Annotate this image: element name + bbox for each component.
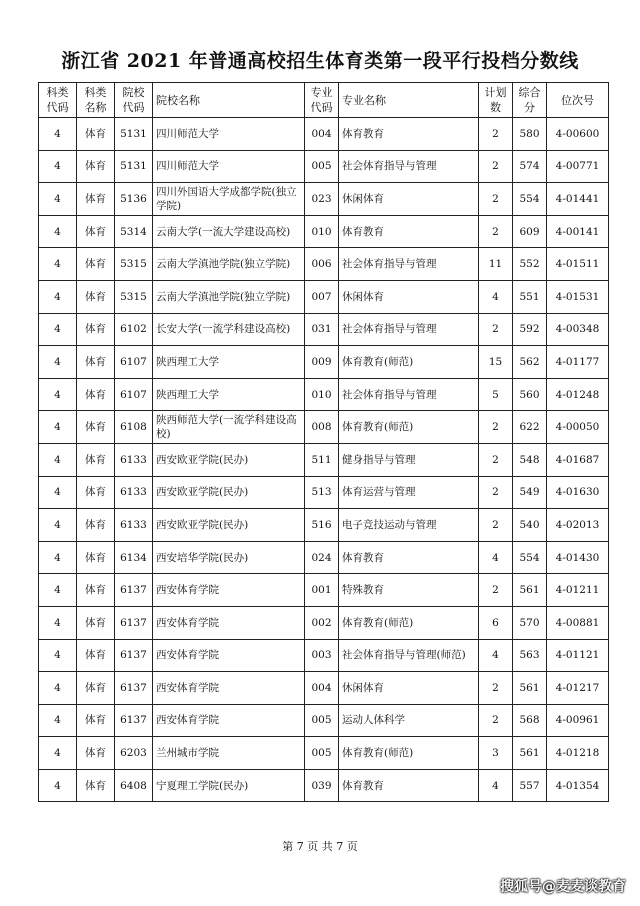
cell-school-name: 四川师范大学 xyxy=(153,118,305,151)
cell-school-code: 6137 xyxy=(115,574,153,607)
table-row xyxy=(39,118,609,151)
cell-rank: 4-02013 xyxy=(547,509,609,542)
cell-kl-name: 体育 xyxy=(77,704,115,737)
cell-kl-name: 体育 xyxy=(77,378,115,411)
table-row xyxy=(39,509,609,542)
cell-school-name: 西安欧亚学院(民办) xyxy=(153,443,305,476)
cell-score: 557 xyxy=(513,769,547,802)
cell-plan: 2 xyxy=(479,509,513,542)
cell-kl-name: 体育 xyxy=(77,150,115,183)
cell-school-name: 西安欧亚学院(民办) xyxy=(153,509,305,542)
header-major-code: 专业代码 xyxy=(305,83,339,118)
cell-school-code: 6107 xyxy=(115,346,153,379)
cell-school-code: 5136 xyxy=(115,183,153,216)
cell-major-code: 008 xyxy=(305,411,339,444)
table-row xyxy=(39,150,609,183)
cell-rank: 4-01511 xyxy=(547,248,609,281)
table-row xyxy=(39,215,609,248)
table-body xyxy=(39,118,609,802)
cell-rank: 4-01687 xyxy=(547,443,609,476)
cell-rank: 4-00348 xyxy=(547,313,609,346)
cell-kl-code: 4 xyxy=(39,639,77,672)
header-kl-code: 科类代码 xyxy=(39,83,77,118)
cell-school-code: 6134 xyxy=(115,541,153,574)
cell-plan: 2 xyxy=(479,150,513,183)
cell-major-code: 039 xyxy=(305,769,339,802)
cell-kl-code: 4 xyxy=(39,574,77,607)
cell-score: 561 xyxy=(513,737,547,770)
cell-kl-code: 4 xyxy=(39,476,77,509)
cell-kl-code: 4 xyxy=(39,509,77,542)
cell-rank: 4-01441 xyxy=(547,183,609,216)
cell-major-name: 社会体育指导与管理 xyxy=(339,248,479,281)
cell-major-code: 004 xyxy=(305,118,339,151)
cell-rank: 4-01531 xyxy=(547,280,609,313)
cell-plan: 2 xyxy=(479,704,513,737)
cell-score: 580 xyxy=(513,118,547,151)
cell-rank: 4-01430 xyxy=(547,541,609,574)
cell-score: 574 xyxy=(513,150,547,183)
cell-major-name: 休闲体育 xyxy=(339,183,479,216)
header-rank: 位次号 xyxy=(547,83,609,118)
cell-major-code: 513 xyxy=(305,476,339,509)
score-table xyxy=(38,82,609,802)
cell-major-name: 体育教育 xyxy=(339,118,479,151)
cell-score: 548 xyxy=(513,443,547,476)
cell-major-code: 001 xyxy=(305,574,339,607)
cell-school-name: 宁夏理工学院(民办) xyxy=(153,769,305,802)
cell-rank: 4-00881 xyxy=(547,606,609,639)
cell-score: 562 xyxy=(513,346,547,379)
cell-kl-name: 体育 xyxy=(77,509,115,542)
cell-kl-code: 4 xyxy=(39,313,77,346)
cell-kl-name: 体育 xyxy=(77,443,115,476)
cell-score: 540 xyxy=(513,509,547,542)
table-row xyxy=(39,183,609,216)
cell-kl-code: 4 xyxy=(39,541,77,574)
cell-kl-code: 4 xyxy=(39,672,77,705)
cell-major-code: 005 xyxy=(305,704,339,737)
cell-major-code: 031 xyxy=(305,313,339,346)
cell-school-name: 云南大学滇池学院(独立学院) xyxy=(153,280,305,313)
cell-plan: 5 xyxy=(479,378,513,411)
cell-major-name: 休闲体育 xyxy=(339,672,479,705)
cell-plan: 6 xyxy=(479,606,513,639)
cell-school-code: 5315 xyxy=(115,248,153,281)
header-school-code: 院校代码 xyxy=(115,83,153,118)
cell-kl-code: 4 xyxy=(39,737,77,770)
cell-plan: 3 xyxy=(479,737,513,770)
cell-score: 568 xyxy=(513,704,547,737)
table-row xyxy=(39,737,609,770)
cell-school-code: 6102 xyxy=(115,313,153,346)
cell-score: 554 xyxy=(513,183,547,216)
cell-rank: 4-01218 xyxy=(547,737,609,770)
cell-rank: 4-00961 xyxy=(547,704,609,737)
cell-kl-name: 体育 xyxy=(77,606,115,639)
cell-major-name: 电子竞技运动与管理 xyxy=(339,509,479,542)
table-row xyxy=(39,769,609,802)
cell-kl-code: 4 xyxy=(39,443,77,476)
cell-school-name: 西安欧亚学院(民办) xyxy=(153,476,305,509)
cell-kl-name: 体育 xyxy=(77,280,115,313)
cell-school-code: 6137 xyxy=(115,639,153,672)
cell-rank: 4-01121 xyxy=(547,639,609,672)
cell-kl-code: 4 xyxy=(39,769,77,802)
cell-major-name: 体育运营与管理 xyxy=(339,476,479,509)
table-row xyxy=(39,280,609,313)
cell-plan: 4 xyxy=(479,280,513,313)
header-plan: 计划数 xyxy=(479,83,513,118)
cell-school-name: 四川外国语大学成都学院(独立学院) xyxy=(153,183,305,216)
cell-school-name: 西安体育学院 xyxy=(153,639,305,672)
cell-major-name: 体育教育(师范) xyxy=(339,346,479,379)
cell-kl-code: 4 xyxy=(39,704,77,737)
cell-major-code: 007 xyxy=(305,280,339,313)
cell-plan: 2 xyxy=(479,443,513,476)
cell-kl-name: 体育 xyxy=(77,639,115,672)
cell-school-name: 西安培华学院(民办) xyxy=(153,541,305,574)
cell-school-code: 5131 xyxy=(115,118,153,151)
cell-kl-name: 体育 xyxy=(77,313,115,346)
cell-school-code: 5315 xyxy=(115,280,153,313)
cell-rank: 4-00600 xyxy=(547,118,609,151)
cell-rank: 4-00771 xyxy=(547,150,609,183)
table-row xyxy=(39,443,609,476)
cell-kl-name: 体育 xyxy=(77,737,115,770)
table-row xyxy=(39,313,609,346)
cell-school-name: 长安大学(一流学科建设高校) xyxy=(153,313,305,346)
cell-score: 552 xyxy=(513,248,547,281)
cell-major-code: 024 xyxy=(305,541,339,574)
cell-major-name: 社会体育指导与管理 xyxy=(339,150,479,183)
cell-kl-name: 体育 xyxy=(77,215,115,248)
cell-major-name: 休闲体育 xyxy=(339,280,479,313)
cell-major-name: 体育教育(师范) xyxy=(339,411,479,444)
cell-major-name: 社会体育指导与管理 xyxy=(339,378,479,411)
cell-kl-code: 4 xyxy=(39,248,77,281)
cell-school-code: 5314 xyxy=(115,215,153,248)
cell-kl-code: 4 xyxy=(39,606,77,639)
cell-kl-name: 体育 xyxy=(77,672,115,705)
cell-school-code: 6133 xyxy=(115,476,153,509)
cell-major-code: 004 xyxy=(305,672,339,705)
cell-kl-name: 体育 xyxy=(77,541,115,574)
cell-kl-name: 体育 xyxy=(77,574,115,607)
cell-school-name: 云南大学滇池学院(独立学院) xyxy=(153,248,305,281)
cell-kl-name: 体育 xyxy=(77,411,115,444)
cell-school-name: 陕西师范大学(一流学科建设高校) xyxy=(153,411,305,444)
table-row xyxy=(39,606,609,639)
cell-kl-name: 体育 xyxy=(77,248,115,281)
table-row xyxy=(39,411,609,444)
cell-kl-name: 体育 xyxy=(77,118,115,151)
table-row xyxy=(39,378,609,411)
cell-school-code: 6133 xyxy=(115,509,153,542)
cell-school-code: 6107 xyxy=(115,378,153,411)
cell-school-code: 6408 xyxy=(115,769,153,802)
cell-major-name: 体育教育(师范) xyxy=(339,606,479,639)
cell-rank: 4-00050 xyxy=(547,411,609,444)
cell-school-name: 陕西理工大学 xyxy=(153,378,305,411)
cell-plan: 4 xyxy=(479,541,513,574)
cell-major-code: 010 xyxy=(305,215,339,248)
cell-score: 554 xyxy=(513,541,547,574)
cell-major-name: 社会体育指导与管理 xyxy=(339,313,479,346)
watermark: 搜狐号@麦麦谈教育 xyxy=(500,879,626,895)
cell-score: 561 xyxy=(513,672,547,705)
cell-score: 570 xyxy=(513,606,547,639)
cell-kl-code: 4 xyxy=(39,150,77,183)
cell-rank: 4-01211 xyxy=(547,574,609,607)
cell-rank: 4-01354 xyxy=(547,769,609,802)
table-row xyxy=(39,541,609,574)
cell-plan: 2 xyxy=(479,476,513,509)
cell-kl-code: 4 xyxy=(39,183,77,216)
cell-major-code: 009 xyxy=(305,346,339,379)
cell-kl-name: 体育 xyxy=(77,476,115,509)
cell-plan: 4 xyxy=(479,639,513,672)
cell-school-code: 6137 xyxy=(115,672,153,705)
cell-score: 551 xyxy=(513,280,547,313)
cell-major-name: 社会体育指导与管理(师范) xyxy=(339,639,479,672)
cell-major-name: 特殊教育 xyxy=(339,574,479,607)
header-kl-name: 科类名称 xyxy=(77,83,115,118)
table-row xyxy=(39,639,609,672)
header-major-name: 专业名称 xyxy=(339,83,479,118)
cell-school-name: 兰州城市学院 xyxy=(153,737,305,770)
cell-school-name: 四川师范大学 xyxy=(153,150,305,183)
header-school-name: 院校名称 xyxy=(153,83,305,118)
cell-rank: 4-01177 xyxy=(547,346,609,379)
cell-school-name: 西安体育学院 xyxy=(153,704,305,737)
cell-kl-code: 4 xyxy=(39,378,77,411)
cell-kl-name: 体育 xyxy=(77,183,115,216)
cell-score: 561 xyxy=(513,574,547,607)
cell-major-code: 002 xyxy=(305,606,339,639)
table-row xyxy=(39,346,609,379)
cell-major-name: 运动人体科学 xyxy=(339,704,479,737)
cell-kl-name: 体育 xyxy=(77,769,115,802)
cell-school-code: 6137 xyxy=(115,606,153,639)
cell-kl-code: 4 xyxy=(39,215,77,248)
cell-score: 549 xyxy=(513,476,547,509)
cell-rank: 4-01248 xyxy=(547,378,609,411)
cell-rank: 4-01630 xyxy=(547,476,609,509)
page-title: 浙江省 2021 年普通高校招生体育类第一段平行投档分数线 xyxy=(61,50,579,72)
cell-plan: 2 xyxy=(479,672,513,705)
cell-kl-code: 4 xyxy=(39,411,77,444)
cell-major-code: 516 xyxy=(305,509,339,542)
cell-plan: 2 xyxy=(479,313,513,346)
cell-major-name: 体育教育 xyxy=(339,541,479,574)
score-table-container xyxy=(38,82,608,802)
cell-plan: 2 xyxy=(479,215,513,248)
cell-major-code: 006 xyxy=(305,248,339,281)
cell-score: 622 xyxy=(513,411,547,444)
cell-major-name: 体育教育 xyxy=(339,215,479,248)
cell-major-code: 010 xyxy=(305,378,339,411)
cell-kl-code: 4 xyxy=(39,280,77,313)
cell-school-name: 云南大学(一流大学建设高校) xyxy=(153,215,305,248)
page-footer: 第 7 页 共 7 页 xyxy=(282,840,358,853)
cell-major-code: 005 xyxy=(305,737,339,770)
cell-plan: 2 xyxy=(479,118,513,151)
table-row xyxy=(39,574,609,607)
cell-kl-name: 体育 xyxy=(77,346,115,379)
cell-plan: 4 xyxy=(479,769,513,802)
cell-school-name: 西安体育学院 xyxy=(153,574,305,607)
cell-plan: 11 xyxy=(479,248,513,281)
cell-plan: 2 xyxy=(479,411,513,444)
cell-school-code: 5131 xyxy=(115,150,153,183)
cell-school-code: 6203 xyxy=(115,737,153,770)
cell-rank: 4-00141 xyxy=(547,215,609,248)
cell-school-code: 6137 xyxy=(115,704,153,737)
cell-score: 592 xyxy=(513,313,547,346)
cell-score: 563 xyxy=(513,639,547,672)
cell-rank: 4-01217 xyxy=(547,672,609,705)
table-header-row xyxy=(39,83,609,118)
cell-major-name: 体育教育(师范) xyxy=(339,737,479,770)
cell-plan: 2 xyxy=(479,574,513,607)
cell-major-code: 023 xyxy=(305,183,339,216)
cell-score: 609 xyxy=(513,215,547,248)
table-row xyxy=(39,704,609,737)
cell-major-code: 003 xyxy=(305,639,339,672)
cell-school-name: 陕西理工大学 xyxy=(153,346,305,379)
table-row xyxy=(39,476,609,509)
cell-score: 560 xyxy=(513,378,547,411)
cell-school-code: 6108 xyxy=(115,411,153,444)
cell-major-name: 体育教育 xyxy=(339,769,479,802)
cell-major-code: 511 xyxy=(305,443,339,476)
cell-plan: 15 xyxy=(479,346,513,379)
cell-major-code: 005 xyxy=(305,150,339,183)
cell-plan: 2 xyxy=(479,183,513,216)
table-row xyxy=(39,248,609,281)
cell-kl-code: 4 xyxy=(39,118,77,151)
table-row xyxy=(39,672,609,705)
header-score: 综合分 xyxy=(513,83,547,118)
cell-kl-code: 4 xyxy=(39,346,77,379)
cell-major-name: 健身指导与管理 xyxy=(339,443,479,476)
cell-school-name: 西安体育学院 xyxy=(153,672,305,705)
cell-school-code: 6133 xyxy=(115,443,153,476)
cell-school-name: 西安体育学院 xyxy=(153,606,305,639)
